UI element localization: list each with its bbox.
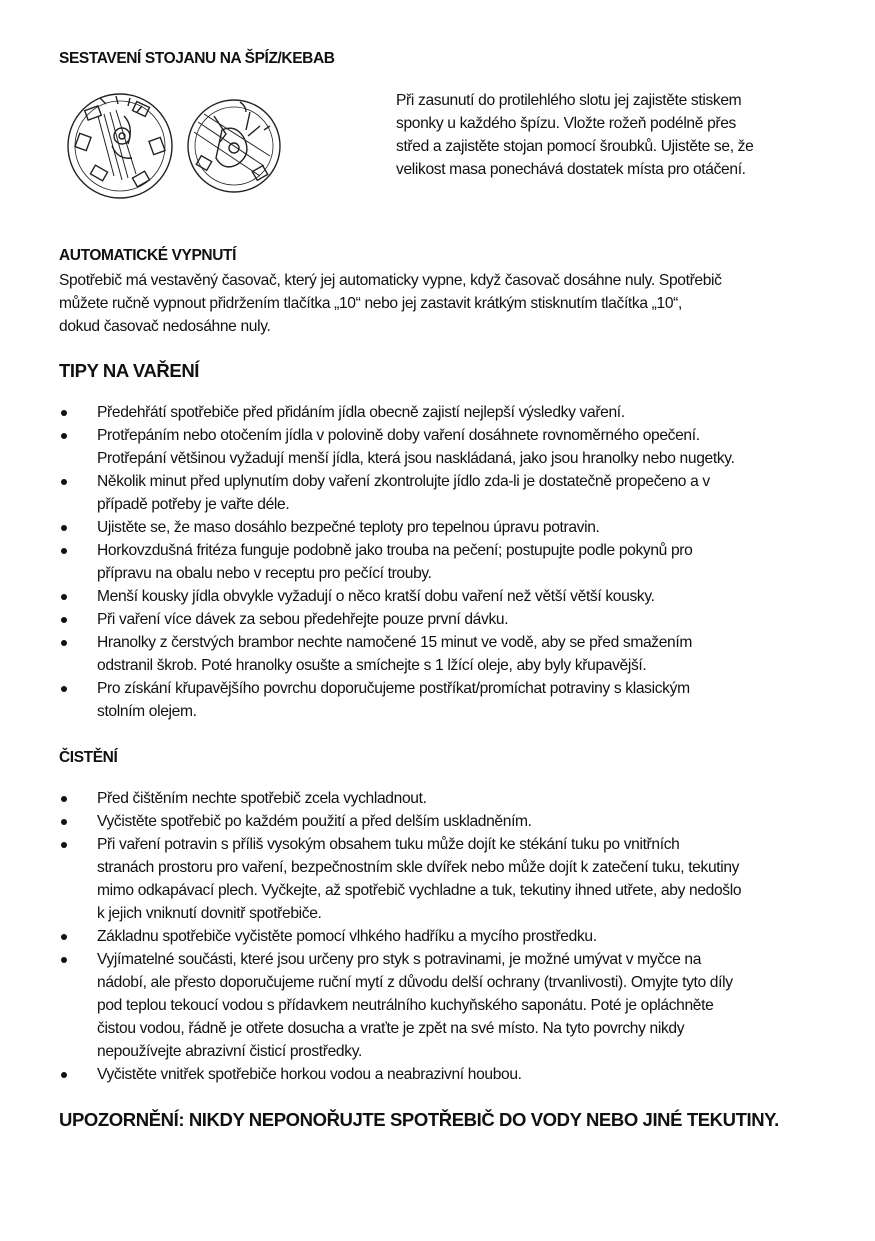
text-line: pod teplou tekoucí vodou s přídavkem neutrálního kuchyňského saponátu. Poté je opláchněte [97, 997, 714, 1014]
text-line: odstranil škrob. Poté hranolky osušte a smíchejte s 1 lžící oleje, aby byly křupavější. [97, 657, 647, 674]
text-line: stolním olejem. [97, 703, 197, 720]
bullet-icon [61, 934, 67, 940]
text-line: Horkovzdušná fritéza funguje podobně jako trouba na pečení; postupujte podle pokynů pro [97, 542, 693, 559]
list-item [59, 539, 829, 585]
cleaning-heading: ČISTĚNÍ [59, 749, 118, 766]
text-line: Před čištěním nechte spotřebič zcela vychladnout. [97, 790, 427, 807]
text-line: případě potřeby je vařte déle. [97, 496, 290, 513]
text-line: Několik minut před uplynutím doby vaření zkontrolujte jídlo zda-li je dostatečně propečeno a v [97, 473, 710, 490]
tips-heading: TIPY NA VAŘENÍ [59, 360, 200, 381]
text-line: Vyčistěte vnitřek spotřebiče horkou vodou a neabrazivní houbou. [97, 1066, 522, 1083]
text-line: stranách prostoru pro vaření, bezpečnostním skle dvířek nebo může dojít k zatečení tuku, tekutiny [97, 859, 740, 876]
text-line: Základnu spotřebiče vyčistěte pomocí vlhkého hadříku a mycího prostředku. [97, 928, 597, 945]
list-item [59, 925, 829, 948]
text-line: Pro získání křupavějšího povrchu doporučujeme postříkat/promíchat potraviny s klasickým [97, 680, 690, 697]
bullet-icon [61, 1072, 67, 1078]
text-line: Předehřátí spotřebiče před přidáním jídla obecně zajistí nejlepší výsledky vaření. [97, 404, 625, 421]
list-item [59, 833, 829, 925]
tips-list [59, 401, 829, 723]
list-item [59, 810, 829, 833]
text-line: Hranolky z čerstvých brambor nechte namočené 15 minut ve vodě, aby se před smažením [97, 634, 692, 651]
cleaning-list [59, 787, 829, 1086]
bullet-icon [61, 410, 67, 416]
list-item [59, 401, 829, 424]
text-line: Vyjímatelné součásti, které jsou určeny pro styk s potravinami, je možné umývat v myčce na [97, 951, 702, 968]
auto-off-paragraph [59, 269, 819, 338]
text-line: dokud časovač nedosáhne nuly. [59, 318, 271, 335]
list-item [59, 585, 829, 608]
bullet-icon [61, 796, 67, 802]
text-line: čistou vodou, řádně je otřete dosucha a vraťte je zpět na své místo. Na tyto povrchy nikdy [97, 1020, 685, 1037]
list-item [59, 1063, 829, 1086]
text-line: Při vaření potravin s příliš vysokým obsahem tuku může dojít ke stékání tuku po vnitřních [97, 836, 680, 853]
list-item [59, 516, 829, 539]
auto-off-heading: AUTOMATICKÉ VYPNUTÍ [59, 247, 236, 264]
text-line: můžete ručně vypnout přidržením tlačítka „10“ nebo jej zastavit krátkým stisknutím tlačítka „10“, [59, 295, 682, 312]
text-line: k jejich vniknutí dovnitř spotřebiče. [97, 905, 322, 922]
list-item [59, 787, 829, 810]
bullet-icon [61, 617, 67, 623]
bullet-icon [61, 479, 67, 485]
list-item [59, 631, 829, 677]
bullet-icon [61, 548, 67, 554]
text-line: velikost masa ponechává dostatek místa pro otáčení. [396, 161, 746, 178]
text-line: nádobí, ale přesto doporučujeme ruční mytí z důvodu delší ochrany (trvanlivosti). Omyjte tyto díly [97, 974, 733, 991]
bullet-icon [61, 686, 67, 692]
text-line: Protřepání většinou vyžadují menší jídla, která jsou naskládaná, jako jsou hranolky nebo nugetky. [97, 450, 735, 467]
list-item [59, 608, 829, 631]
text-line: střed a zajistěte stojan pomocí šroubků. Ujistěte se, že [396, 138, 754, 155]
text-line: Protřepáním nebo otočením jídla v polovině doby vaření dosáhnete rovnoměrného opečení. [97, 427, 700, 444]
text-line: Vyčistěte spotřebič po každém použití a před delším uskladněním. [97, 813, 532, 830]
list-item [59, 424, 829, 470]
text-line: Spotřebič má vestavěný časovač, který jej automaticky vypne, když časovač dosáhne nuly. Spotřebič [59, 272, 722, 289]
bullet-icon [61, 594, 67, 600]
bullet-icon [61, 819, 67, 825]
bullet-icon [61, 842, 67, 848]
assembly-intro [396, 89, 826, 181]
skewer-rack-illustration [64, 86, 284, 204]
text-line: Při vaření více dávek za sebou předehřejte pouze první dávku. [97, 611, 509, 628]
list-item [59, 948, 829, 1063]
assembly-heading: SESTAVENÍ STOJANU NA ŠPÍZ/KEBAB [59, 50, 335, 67]
text-line: Menší kousky jídla obvykle vyžadují o něco kratší dobu vaření než větší větší kousky. [97, 588, 655, 605]
text-line: mimo odkapávací plech. Vyčkejte, až spotřebič vychladne a tuk, tekutiny ihned utřete, aby nedošlo [97, 882, 742, 899]
list-item [59, 677, 829, 723]
text-line: sponky u každého špízu. Vložte rožeň podélně přes [396, 115, 736, 132]
warning-text: UPOZORNĚNÍ: NIKDY NEPONOŘUJTE SPOTŘEBIČ DO VODY NEBO JINÉ TEKUTINY. [59, 1109, 779, 1130]
bullet-icon [61, 433, 67, 439]
text-line: přípravu na obalu nebo v receptu pro pečící trouby. [97, 565, 432, 582]
bullet-icon [61, 957, 67, 963]
list-item [59, 470, 829, 516]
text-line: Ujistěte se, že maso dosáhlo bezpečné teploty pro tepelnou úpravu potravin. [97, 519, 600, 536]
bullet-icon [61, 525, 67, 531]
bullet-icon [61, 640, 67, 646]
text-line: nepoužívejte abrazivní čisticí prostředky. [97, 1043, 362, 1060]
text-line: Při zasunutí do protilehlého slotu jej zajistěte stiskem [396, 92, 742, 109]
